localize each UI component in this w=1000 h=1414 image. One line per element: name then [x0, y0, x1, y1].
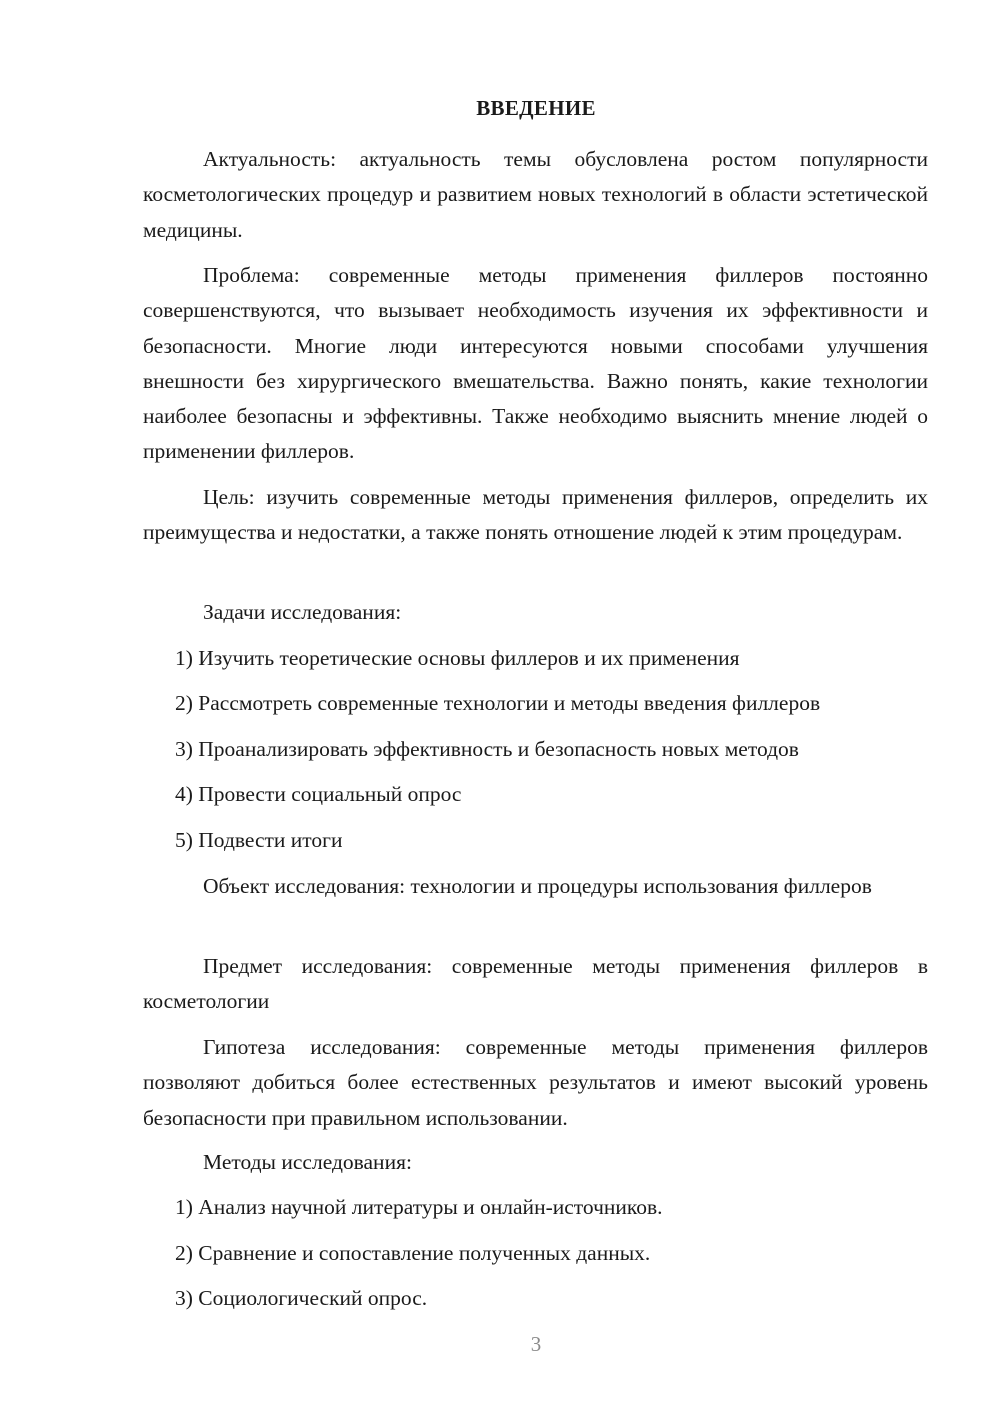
task-item-1: 1) Изучить теоретические основы филлеров и их применения: [175, 646, 740, 670]
methods-heading: Методы исследования:: [203, 1150, 412, 1174]
paragraph-subject: Предмет исследования: современные методы применения филлеров в косметологии: [143, 954, 928, 1014]
tasks-heading: Задачи исследования:: [203, 600, 402, 624]
paragraph-problem: Проблема: современные методы применения филлеров постоянно совершенствуются, что вызывает необходимость изучения их эффективности и безопасности. Многие люди интересуются новыми способами улучшения внешности без хирургического вмешательства. Важно понять, какие технологии наиболее безопасны и эффективны. Также необходимо выяснить мнение людей о применении филлеров.: [143, 263, 928, 464]
paragraph-goal: Цель: изучить современные методы применения филлеров, определить их преимущества и недостатки, а также понять отношение людей к этим процедурам.: [143, 485, 928, 545]
method-item-1: 1) Анализ научной литературы и онлайн-источников.: [175, 1195, 663, 1219]
paragraph-object: Объект исследования: технологии и процедуры использования филлеров: [203, 874, 872, 898]
paragraph-relevance: Актуальность: актуальность темы обусловлена ростом популярности косметологических процедур и развитием новых технологий в области эстетической медицины.: [143, 147, 928, 242]
paragraph-hypothesis: Гипотеза исследования: современные методы применения филлеров позволяют добиться более естественных результатов и имеют высокий уровень безопасности при правильном использовании.: [143, 1035, 928, 1130]
page-number: 3: [530, 1332, 542, 1356]
method-item-3: 3) Социологический опрос.: [175, 1286, 428, 1310]
task-item-4: 4) Провести социальный опрос: [175, 782, 462, 806]
task-item-3: 3) Проанализировать эффективность и безопасность новых методов: [175, 737, 799, 761]
method-item-2: 2) Сравнение и сопоставление полученных данных.: [175, 1241, 651, 1265]
task-item-2: 2) Рассмотреть современные технологии и методы введения филлеров: [175, 691, 821, 715]
task-item-5: 5) Подвести итоги: [175, 828, 343, 852]
page-title: ВВЕДЕНИЕ: [476, 96, 596, 120]
